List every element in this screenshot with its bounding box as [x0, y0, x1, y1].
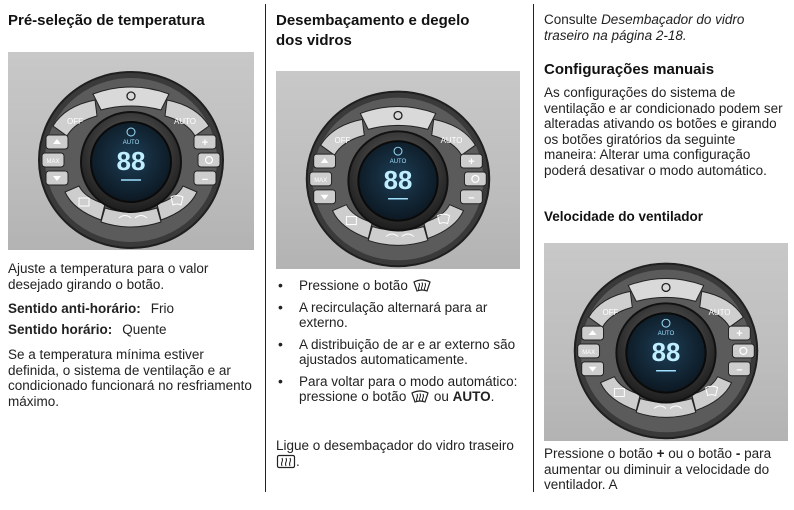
climate-panel-image — [544, 243, 788, 441]
auto-label: AUTO — [440, 136, 463, 146]
paragraph-rear-defrost — [276, 438, 516, 469]
max-label: MAX — [314, 177, 328, 184]
reference-text: Consulte — [544, 12, 598, 27]
display-value: 88 — [383, 166, 413, 195]
paragraph-min-temp: Se a temperatura mínima estiver definida, o sistema de ventilação e ar condicionado funcionará no resfriamento máximo. — [8, 347, 252, 409]
list-item: • A distribuição de ar e ar externo são ajustados automaticamente. — [276, 337, 522, 368]
cw-label: Sentido horário: — [8, 322, 113, 337]
climate-panel-image — [276, 71, 520, 269]
column-manual — [544, 0, 788, 510]
bullet-text-or: ou — [433, 389, 449, 404]
off-label: OFF — [67, 117, 83, 126]
paragraph-adjust-temp: Ajuste a temperatura para o valor desejado girando o botão. — [8, 261, 209, 292]
column-defrost — [276, 0, 524, 510]
minus-label: − — [736, 364, 743, 377]
plus-label: + — [201, 137, 209, 149]
minus-label: − — [201, 174, 209, 186]
ccw-value: Frio — [150, 301, 174, 316]
fan-mode-button — [198, 153, 220, 167]
climate-control-illustration — [544, 243, 788, 441]
display-mode-text: AUTO — [122, 140, 140, 146]
max-label: MAX — [582, 349, 596, 356]
ccw-line — [8, 301, 174, 317]
fan-mode-button — [464, 172, 486, 186]
heading-manual-settings: Configurações manuais — [544, 61, 715, 78]
heading-temperature-preselect: Pré-seleção de temperatura — [8, 12, 205, 29]
list-item: • A recirculação alternará para ar externo. — [276, 300, 522, 331]
cw-line — [8, 322, 167, 338]
reference-italic: Desembaçador do vidro traseiro na página 2-18. — [544, 12, 745, 43]
heading-defrost-line1: Desembaçamento e degelo — [276, 12, 470, 29]
fan-mode-button — [732, 344, 754, 358]
minus-label: − — [468, 192, 475, 205]
display-mode-text: AUTO — [657, 331, 675, 338]
display-mode-text: AUTO — [389, 159, 407, 166]
auto-label: AUTO — [708, 308, 731, 318]
text-part: Pressione o botão — [544, 446, 653, 461]
bullet-text: Para voltar para o modo automático: pressione o botão — [299, 373, 518, 404]
text-part: para aumentar ou diminuir a velocidade do ventilador. A — [544, 446, 772, 492]
paragraph-fan-speed — [544, 446, 784, 493]
climate-control-illustration — [8, 52, 254, 250]
cw-value: Quente — [122, 322, 167, 337]
heading-defrost-line2: dos vidros — [276, 32, 352, 49]
closing-text: Ligue o desembaçador do vidro traseiro — [276, 438, 514, 453]
windshield-defrost-icon — [410, 389, 430, 404]
list-item: • Para voltar para o modo automático: pressione o botão ou AUTO. — [276, 374, 522, 405]
max-label: MAX — [46, 159, 60, 165]
climate-control-illustration — [276, 71, 520, 269]
heading-fan-speed: Velocidade do ventilador — [544, 209, 704, 224]
windshield-defrost-icon — [412, 278, 432, 293]
off-label: OFF — [602, 308, 619, 318]
auto-label: AUTO — [452, 389, 491, 404]
climate-panel-image — [8, 52, 254, 250]
defrost-steps — [276, 278, 522, 411]
display-value: 88 — [116, 146, 146, 176]
column-divider — [265, 4, 266, 492]
text-part: ou o botão — [668, 446, 733, 461]
ccw-label: Sentido anti-horário: — [8, 301, 141, 316]
plus-label: + — [468, 156, 475, 169]
rear-defrost-icon — [276, 454, 296, 469]
plus-label: + — [736, 328, 743, 341]
paragraph-reference — [544, 12, 784, 43]
column-divider — [533, 4, 534, 492]
bullet-text: Pressione o botão — [299, 278, 408, 293]
plus-symbol: + — [656, 446, 665, 461]
list-item — [276, 278, 522, 294]
paragraph-manual-settings: As configurações do sistema de ventilação e ar condicionado podem ser alteradas ativando os botões e girando os botões giratórios da seguinte maneira: Alterar uma configuração poderá desativar o modo automático. — [544, 85, 783, 178]
off-label: OFF — [334, 136, 351, 146]
closing-period: . — [296, 453, 300, 469]
display-value: 88 — [651, 338, 681, 367]
minus-symbol: - — [735, 446, 741, 461]
column-temperature — [8, 0, 256, 510]
auto-label: AUTO — [173, 117, 197, 126]
